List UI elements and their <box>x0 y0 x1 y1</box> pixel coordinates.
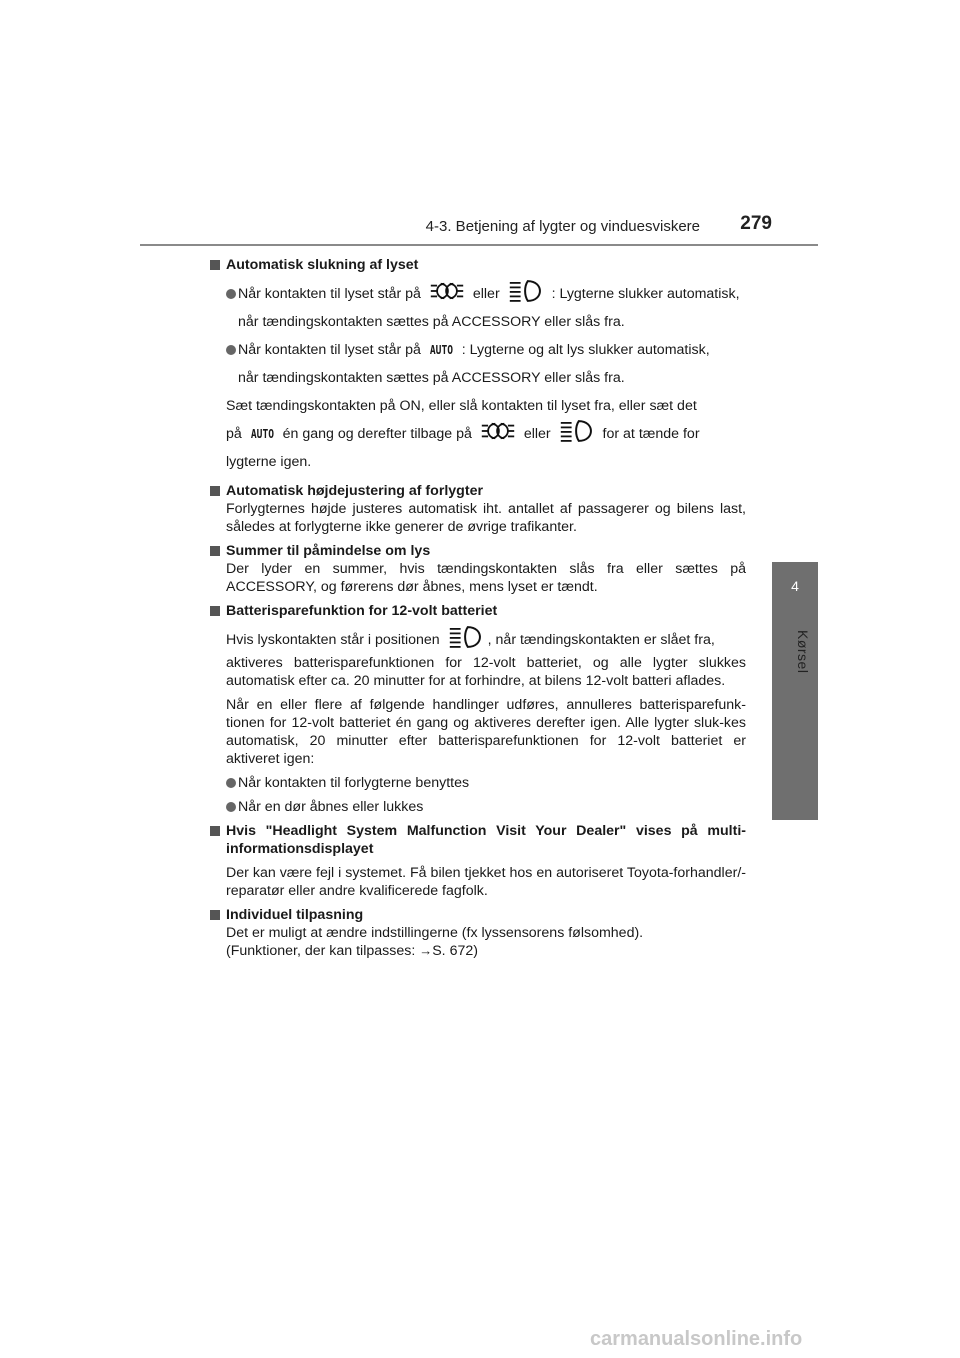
bullet-item: Når kontakten til forlygterne benyttes <box>210 774 746 792</box>
page-reference-link[interactable]: S. 672) <box>432 943 478 959</box>
auto-label: AUTO <box>250 427 274 441</box>
round-bullet-icon <box>226 345 236 355</box>
square-bullet-icon <box>210 606 220 616</box>
round-bullet-icon <box>226 778 236 788</box>
paragraph: Når en eller flere af følgende handlinger udføres, annulleres batterisparefunk-tionen for 12-volt batteriet én gang og aktiveres derefter igen. Alle lygter sluk-kes automatisk, 20 minutter efter batterisparefunktionen for 12-volt batteriet er aktiveret igen: <box>226 697 746 767</box>
header-rule <box>140 244 818 246</box>
page-number: 279 <box>740 213 772 234</box>
page-content <box>210 252 746 960</box>
headlamp-icon <box>448 625 484 649</box>
tail-lamp-icon <box>429 281 465 301</box>
square-bullet-icon <box>210 546 220 556</box>
bullet-item: Når kontakten til lyset står på eller : Lygterne slukker automatisk, når tændingskontakten sættes på ACCESSORY eller slås fra. <box>210 280 746 336</box>
watermark: carmanualsonline.info <box>590 1328 803 1350</box>
square-bullet-icon <box>210 486 220 496</box>
round-bullet-icon <box>226 289 236 299</box>
paragraph: Det er muligt at ændre indstillingerne (fx lyssensorens følsomhed). (Funktioner, der kan tilpasses: →S. 672) <box>226 925 644 959</box>
headlamp-icon <box>559 419 595 443</box>
page-header <box>140 215 818 245</box>
bullet-item: Når en dør åbnes eller lukkes <box>210 798 746 816</box>
square-bullet-icon <box>210 260 220 270</box>
section-title: 4-3. Betjening af lygter og vinduesviskere <box>425 218 700 235</box>
section-heading: Batterisparefunktion for 12-volt batteriet <box>210 602 746 620</box>
paragraph: Sæt tændingskontakten på ON, eller slå kontakten til lyset fra, eller sæt det på AUTO én gang og derefter tilbage på eller for at tænde for lygterne igen. <box>226 398 700 470</box>
arrow-icon: → <box>419 943 433 958</box>
paragraph: Der lyder en summer, hvis tændingskontakten slås fra eller sættes på ACCESSORY, og førerens dør åbnes, mens lyset er tændt. <box>226 561 746 595</box>
auto-label: AUTO <box>429 343 453 357</box>
chapter-label: Kørsel <box>795 630 811 674</box>
bullet-item: Når kontakten til lyset står på AUTO : Lygterne og alt lys slukker automatisk, når tændingskontakten sættes på ACCESSORY eller slås fra. <box>210 336 746 392</box>
chapter-number: 4 <box>791 578 799 594</box>
headlamp-icon <box>508 279 544 303</box>
paragraph: Forlygternes højde justeres automatisk iht. antallet af passagerer og bilens last, således at forlygterne ikke generer de øvrige trafikanter. <box>226 501 746 535</box>
section-heading: Automatisk slukning af lyset <box>210 256 746 274</box>
chapter-tab <box>772 562 818 820</box>
paragraph: Hvis lyskontakten står i positionen , når tændingskontakten er slået fra, aktiveres batterisparefunktionen for 12-volt batteriet, og alle lygter slukkes automatisk efter ca. 20 minutter for at forhindre, at bilens 12-volt batteri aflades. <box>210 626 746 690</box>
section-heading: Automatisk højdejustering af forlygter <box>210 482 746 500</box>
paragraph: Der kan være fejl i systemet. Få bilen tjekket hos en autoriseret Toyota-forhandler/-reparatør eller andre kvalificerede fagfolk. <box>226 865 746 899</box>
section-heading: Individuel tilpasning <box>210 906 746 924</box>
round-bullet-icon <box>226 802 236 812</box>
section-heading: Hvis "Headlight System Malfunction Visit Your Dealer" vises på multi-informationsdisplayet <box>210 822 746 858</box>
section-heading: Summer til påmindelse om lys <box>210 542 746 560</box>
tail-lamp-icon <box>480 421 516 441</box>
square-bullet-icon <box>210 910 220 920</box>
square-bullet-icon <box>210 826 220 836</box>
